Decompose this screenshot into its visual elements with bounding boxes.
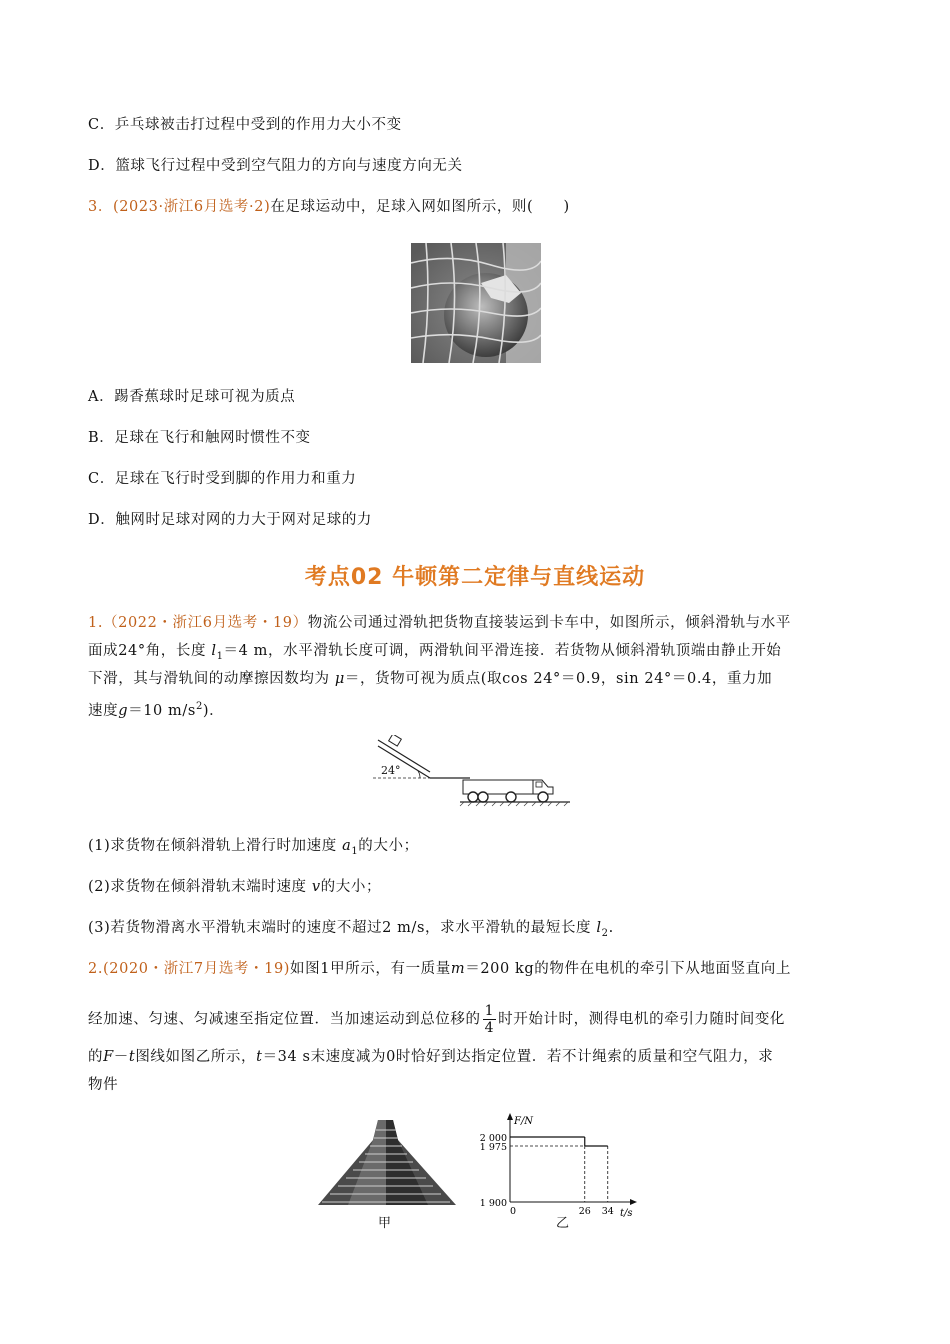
sub-question-1: (1)求货物在倾斜滑轨上滑行时加速度 $a_1$的大小； (88, 838, 419, 857)
figure-label-yi: 乙 (556, 1216, 570, 1231)
option-d-prev: D．篮球飞行过程中受到空气阻力的方向与速度方向无关 (88, 158, 463, 174)
y-tick-label: 1 900 (479, 1198, 507, 1209)
option-a: A．踢香蕉球时足球可视为质点 (88, 389, 296, 405)
y-tick-label: 1 975 (479, 1142, 507, 1153)
option-c-prev: C．乒乓球被击打过程中受到的作用力大小不变 (88, 117, 402, 133)
building-photo (318, 1120, 456, 1205)
sub-question-3: (3)若货物滑离水平滑轨末端时的速度不超过2 m/s，求水平滑轨的最短长度 $l_2$. (88, 920, 614, 939)
problem-2-line-4: 物件 (88, 1077, 119, 1093)
question-3-stem (88, 197, 570, 217)
problem-1-line-2: 面成24°角，长度 $l_1=4$ m，水平滑轨长度可调，两滑轨间平滑连接．若货物从倾斜滑轨顶端由静止开始 (88, 643, 782, 662)
question-number: 3． (88, 199, 113, 215)
angle-label: 24° (381, 764, 401, 777)
option-d: D．触网时足球对网的力大于网对足球的力 (88, 512, 373, 528)
y-axis-arrow (507, 1113, 513, 1120)
question-source: (2023·浙江6月选考·2) (112, 199, 271, 215)
problem-source: (2020・浙江7月选考・19) (103, 961, 291, 977)
option-c: C．足球在飞行时受到脚的作用力和重力 (88, 471, 357, 487)
question-text: 在足球运动中，足球入网如图所示，则( ) (270, 199, 570, 215)
problem-number: 1. (88, 615, 104, 631)
figure-label-jia: 甲 (378, 1216, 392, 1231)
x-axis-label: t/s (620, 1208, 633, 1219)
y-axis-label: F/N (514, 1116, 534, 1127)
problem-2-line-3: 的F－t图线如图乙所示，t＝34 s末速度减为0时恰好到达指定位置．若不计绳索的质量和空气阻力，求 (88, 1049, 774, 1065)
problem-2-line-1: 2.(2020・浙江7月选考・19)如图1甲所示，有一质量m＝200 kg的物件在电机的牵引下从地面竖直向上 (88, 961, 791, 977)
y-tick-label: 2 000 (479, 1133, 507, 1144)
x-tick-label: 0 (509, 1206, 517, 1217)
section-title: 考点02 牛顿第二定律与直线运动 (304, 565, 646, 590)
x-axis-arrow (630, 1199, 637, 1205)
x-tick-label: 34 (601, 1206, 614, 1217)
football-net-photo (411, 243, 541, 363)
problem-source: （2022・浙江6月选考・19） (103, 615, 308, 631)
x-tick-label: 26 (578, 1206, 591, 1217)
problem-1-line-4: 速度g＝10 $m/s^2$)． (88, 701, 225, 719)
slide-truck-diagram (370, 735, 570, 807)
sub-question-2: (2)求货物在倾斜滑轨末端时速度 v的大小； (88, 879, 382, 895)
option-b: B．足球在飞行和触网时惯性不变 (88, 430, 311, 446)
fraction-one-quarter: $\frac{1}{4}$ (484, 1003, 495, 1036)
problem-2-line-2: 经加速、匀速、匀减速至指定位置．当加速运动到总位移的 $\frac{1}{4}$ 时开始计时，测得电机的牵引力随时间变化 (88, 1003, 786, 1036)
problem-1-line-3: 下滑，其与滑轨间的动摩擦因数均为 μ＝，货物可视为质点(取cos 24°＝0.9，sin 24°＝0.4，重力加 (88, 671, 773, 687)
problem-1-line-1: 1.（2022・浙江6月选考・19）物流公司通过滑轨把货物直接装运到卡车中，如图所示，倾斜滑轨与水平 (88, 615, 791, 631)
force-time-chart (470, 1110, 650, 1220)
problem-number: 2. (88, 961, 104, 977)
